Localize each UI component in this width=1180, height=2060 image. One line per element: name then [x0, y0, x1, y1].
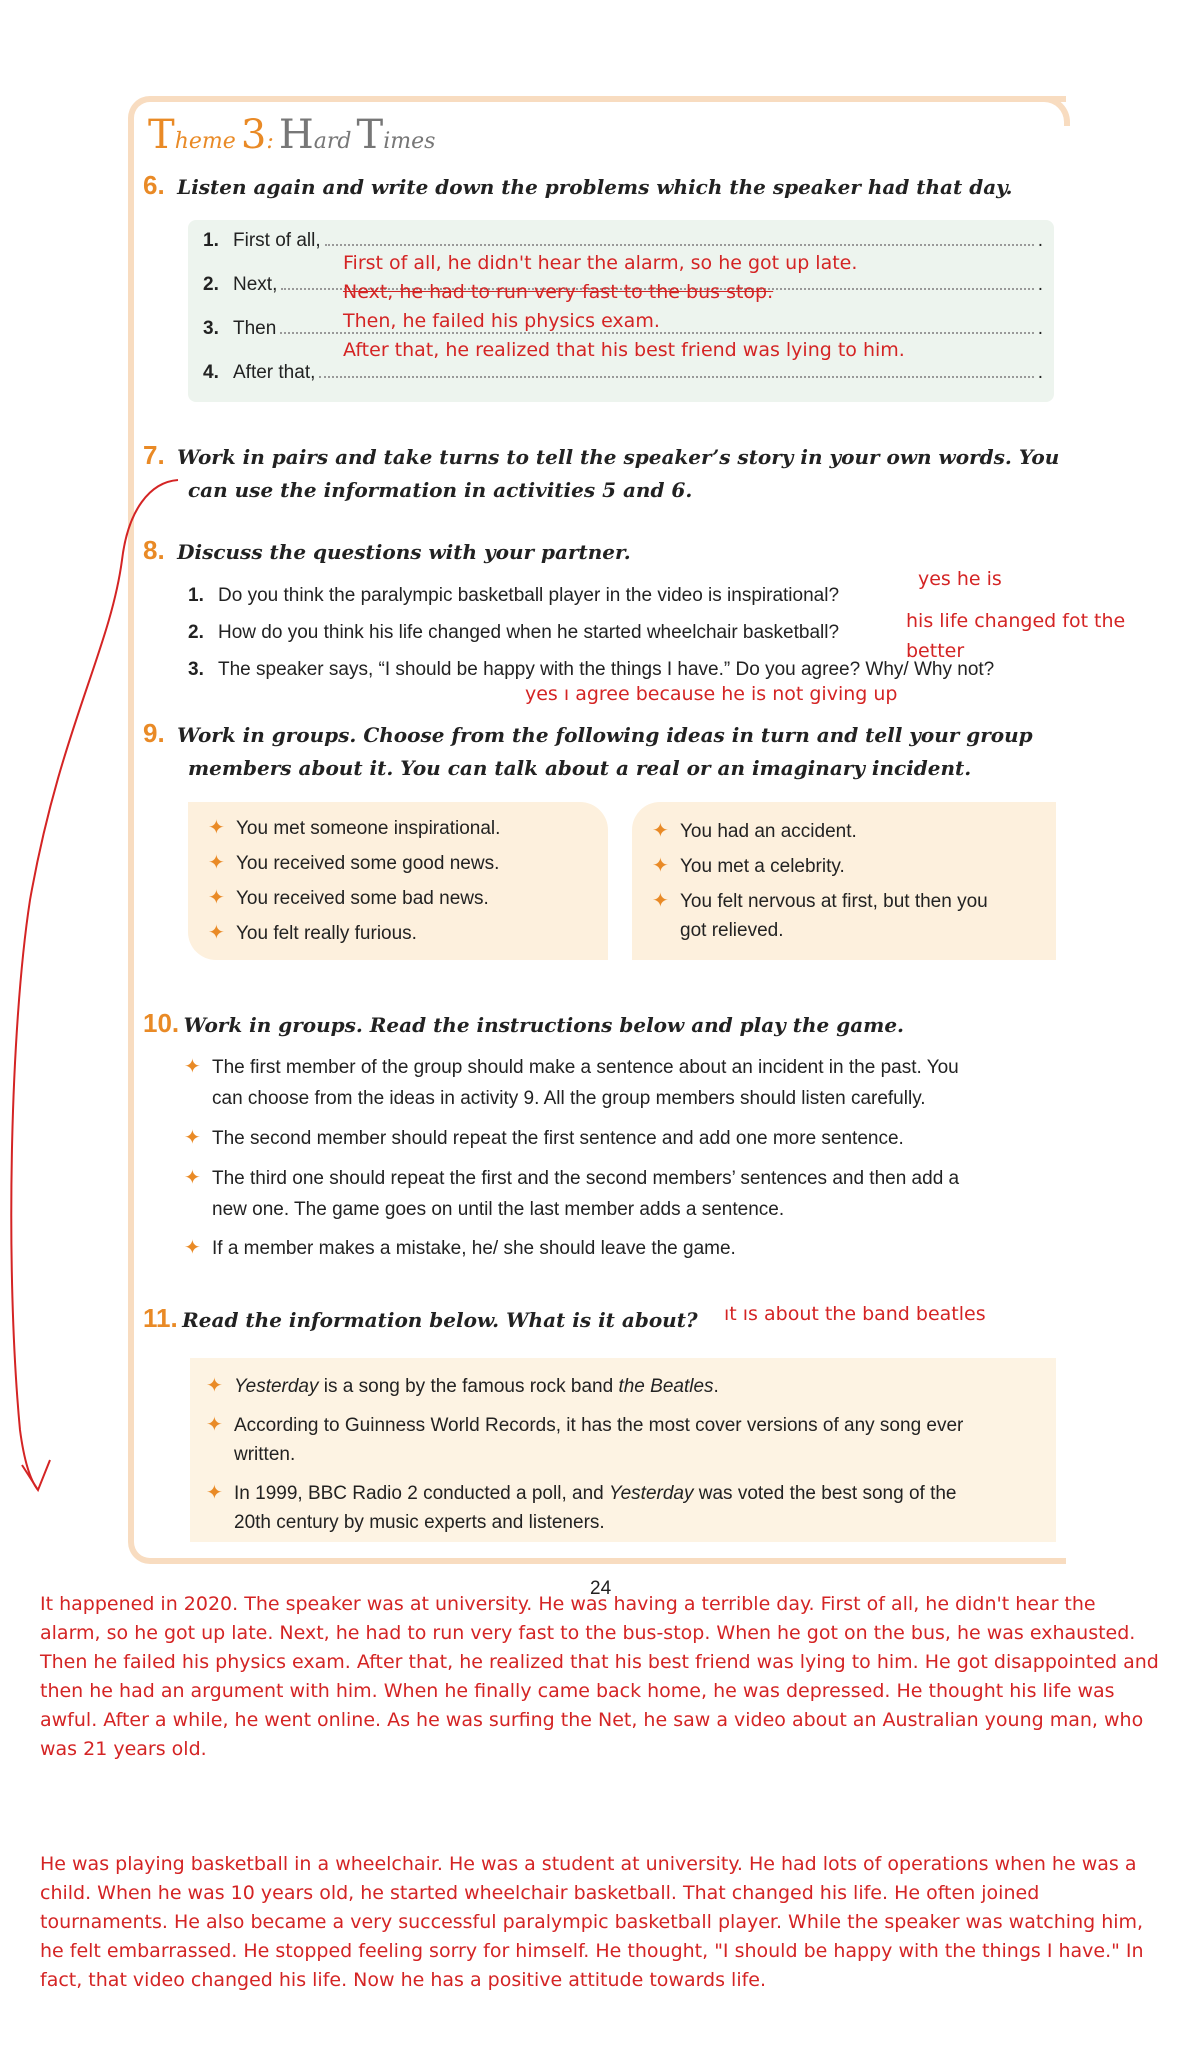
row-number: 3.	[203, 318, 219, 339]
story-paragraph-1	[40, 1590, 1160, 1764]
item-text: How do you think his life changed when he started wheelchair basketball?	[218, 622, 840, 643]
instruction-text: The first member of the group should make a sentence about an incident in the past. You	[212, 1057, 959, 1078]
story-line: tournaments. He also became a very successful paralympic basketball player. While the speaker was watching him,	[40, 1911, 1144, 1933]
q7-number: 7.	[143, 440, 165, 470]
theme-letter: T	[148, 112, 175, 158]
idea-text: You received some good news.	[236, 853, 500, 874]
row-number: 4.	[203, 362, 219, 383]
instruction-text: If a member makes a mistake, he/ she should leave the game.	[212, 1238, 736, 1259]
idea-item[interactable]	[652, 852, 845, 881]
item-number: 2.	[188, 622, 204, 643]
story-line: fact, that video changed his life. Now he has a positive attitude towards life.	[40, 1969, 767, 1991]
handwritten-answer-3: Then, he failed his physics exam.	[343, 310, 660, 332]
q8-number: 8.	[143, 535, 165, 565]
idea-item[interactable]	[208, 919, 417, 948]
info-item-3	[206, 1479, 957, 1508]
q11-number: 11.	[143, 1303, 178, 1333]
idea-text: You received some bad news.	[236, 888, 489, 909]
instruction-item	[184, 1234, 736, 1263]
q8-question-3	[188, 659, 994, 681]
handdrawn-arrow-icon	[0, 470, 190, 1510]
idea-item[interactable]	[208, 884, 489, 913]
handwritten-answer-2: Next, he had to run very fast to the bus stop.	[343, 281, 774, 303]
story-line: he felt embarrassed. He stopped feeling sorry for himself. He thought, "I should be happy with the things I have." In	[40, 1940, 1144, 1962]
idea-item[interactable]	[208, 814, 500, 843]
info-text-end: .	[713, 1376, 719, 1397]
q7-heading	[143, 440, 1073, 473]
idea-item[interactable]	[652, 817, 857, 846]
q8-heading	[143, 535, 631, 568]
row-lead: Then	[233, 318, 277, 339]
story-line: It happened in 2020. The speaker was at university. He was having a terrible day. First of all, he didn't hear the	[40, 1593, 1096, 1615]
row-end-dot: .	[1037, 362, 1043, 383]
q7-prompt-line2: can use the information in activities 5 and 6.	[188, 478, 693, 502]
handwritten-answer-4: After that, he realized that his best friend was lying to him.	[343, 339, 905, 361]
handwritten-answer-1: First of all, he didn't hear the alarm, so he got up late.	[343, 252, 858, 274]
dotted-line[interactable]	[325, 232, 1034, 246]
row-end-dot: .	[1037, 274, 1043, 295]
title-letter-t: T	[356, 112, 384, 158]
q11-prompt: Read the information below. What is it about?	[182, 1308, 698, 1332]
star-bullet-icon: ✦	[184, 1127, 201, 1149]
idea-text-continued: got relieved.	[680, 920, 784, 941]
info-text: is a song by the famous rock band	[318, 1376, 619, 1397]
star-bullet-icon: ✦	[206, 1375, 223, 1397]
idea-text: You felt nervous at first, but then you	[680, 891, 988, 912]
star-bullet-icon: ✦	[184, 1167, 201, 1189]
handwritten-answer-q8-1: yes he is	[918, 568, 1002, 590]
instruction-text-continued: can choose from the ideas in activity 9. All the group members should listen carefully.	[212, 1088, 926, 1109]
song-title: Yesterday	[608, 1483, 694, 1504]
star-bullet-icon: ✦	[206, 1414, 223, 1436]
q10-number: 10.	[143, 1008, 180, 1038]
story-line: He was playing basketball in a wheelchair. He was a student at university. He had lots of operations when he was a	[40, 1853, 1137, 1875]
star-bullet-icon: ✦	[652, 855, 669, 877]
star-bullet-icon: ✦	[208, 887, 225, 909]
row-lead: First of all,	[233, 230, 321, 251]
star-bullet-icon: ✦	[206, 1482, 223, 1504]
q6-prompt: Listen again and write down the problems which the speaker had that day.	[177, 175, 1013, 199]
q6-number: 6.	[143, 170, 165, 200]
idea-text: You had an accident.	[680, 821, 857, 842]
q6-heading	[143, 170, 1012, 203]
q9-prompt-line2: members about it. You can talk about a real or an imaginary incident.	[188, 756, 972, 780]
instruction-text: The third one should repeat the first and the second members’ sentences and then add a	[212, 1168, 960, 1189]
story-line: alarm, so he got up late. Next, he had to run very fast to the bus-stop. When he got on the bus, he was exhausted.	[40, 1622, 1136, 1644]
idea-item[interactable]	[652, 887, 988, 916]
band-name: the Beatles	[618, 1376, 714, 1397]
star-bullet-icon: ✦	[652, 820, 669, 842]
idea-text: You met a celebrity.	[680, 856, 845, 877]
info-text-continued: written.	[234, 1444, 296, 1465]
q6-row-1	[203, 230, 1043, 252]
handwritten-answer-q8-3: yes ı agree because he is not giving up	[525, 683, 898, 705]
title-word-imes: imes	[383, 129, 436, 154]
dotted-line[interactable]	[319, 364, 1033, 378]
row-end-dot: .	[1037, 318, 1043, 339]
handwritten-answer-q8-2: his life changed fot the	[906, 610, 1126, 632]
q6-row-4	[203, 362, 1043, 384]
instruction-text: The second member should repeat the first sentence and add one more sentence.	[212, 1128, 904, 1149]
title-word-ard: ard	[313, 129, 352, 154]
q8-prompt: Discuss the questions with your partner.	[177, 540, 631, 564]
q10-heading	[143, 1008, 904, 1041]
theme-colon: :	[266, 129, 274, 154]
star-bullet-icon: ✦	[208, 852, 225, 874]
idea-text: You met someone inspirational.	[236, 818, 501, 839]
story-line: Then he failed his physics exam. After that, he realized that his best friend was lying to him. He got disappointed and	[40, 1651, 1159, 1673]
item-number: 3.	[188, 659, 204, 680]
star-bullet-icon: ✦	[184, 1056, 201, 1078]
q9-prompt-line1: Work in groups. Choose from the following ideas in turn and tell your group	[177, 723, 1033, 747]
row-lead: After that,	[233, 362, 316, 383]
q8-question-1	[188, 585, 839, 607]
row-number: 1.	[203, 230, 219, 251]
q9-heading	[143, 718, 1073, 751]
star-bullet-icon: ✦	[652, 890, 669, 912]
info-item-2	[206, 1411, 963, 1440]
story-paragraph-2	[40, 1850, 1160, 1995]
row-end-dot: .	[1037, 230, 1043, 251]
item-number: 1.	[188, 585, 204, 606]
instruction-item	[184, 1053, 959, 1082]
info-text: In 1999, BBC Radio 2 conducted a poll, and	[234, 1483, 609, 1504]
star-bullet-icon: ✦	[208, 817, 225, 839]
theme-word: heme	[174, 129, 236, 154]
page-number: 24	[590, 1578, 612, 1599]
q9-number: 9.	[143, 718, 165, 748]
story-line: was 21 years old.	[40, 1738, 207, 1760]
idea-item[interactable]	[208, 849, 499, 878]
story-line: child. When he was 10 years old, he started wheelchair basketball. That changed his life. He often joined	[40, 1882, 1040, 1904]
info-text-end: was voted the best song of the	[693, 1483, 957, 1504]
q10-prompt: Work in groups. Read the instructions below and play the game.	[183, 1013, 905, 1037]
star-bullet-icon: ✦	[184, 1237, 201, 1259]
q8-question-2	[188, 622, 839, 644]
song-title: Yesterday	[234, 1376, 319, 1397]
handwritten-answer-q11: ıt ıs about the band beatles	[724, 1303, 986, 1325]
q7-prompt-line1: Work in pairs and take turns to tell the speaker’s story in your own words. You	[177, 445, 1060, 469]
instruction-item	[184, 1164, 959, 1193]
info-text-continued: 20th century by music experts and listeners.	[234, 1512, 605, 1533]
theme-title	[148, 112, 435, 158]
info-text: According to Guinness World Records, it has the most cover versions of any song ever	[234, 1415, 964, 1436]
title-letter-h: H	[278, 112, 314, 158]
handwritten-answer-q8-2b: better	[906, 640, 965, 662]
story-line: awful. After a while, he went online. As he was surfing the Net, he saw a video about an Australian young man, who	[40, 1709, 1144, 1731]
item-text: Do you think the paralympic basketball player in the video is inspirational?	[218, 585, 840, 606]
idea-text: You felt really furious.	[236, 923, 417, 944]
row-number: 2.	[203, 274, 219, 295]
q11-heading	[143, 1303, 698, 1336]
info-item-1	[206, 1372, 719, 1401]
star-bullet-icon: ✦	[208, 922, 225, 944]
item-text: The speaker says, “I should be happy with the things I have.” Do you agree? Why/ Why not?	[218, 659, 995, 680]
theme-number: 3	[240, 112, 267, 158]
row-lead: Next,	[233, 274, 278, 295]
story-line: then he had an argument with him. When he finally came back home, he was depressed. He thought his life was	[40, 1680, 1115, 1702]
instruction-text-continued: new one. The game goes on until the last member adds a sentence.	[212, 1199, 785, 1220]
instruction-item	[184, 1124, 904, 1153]
